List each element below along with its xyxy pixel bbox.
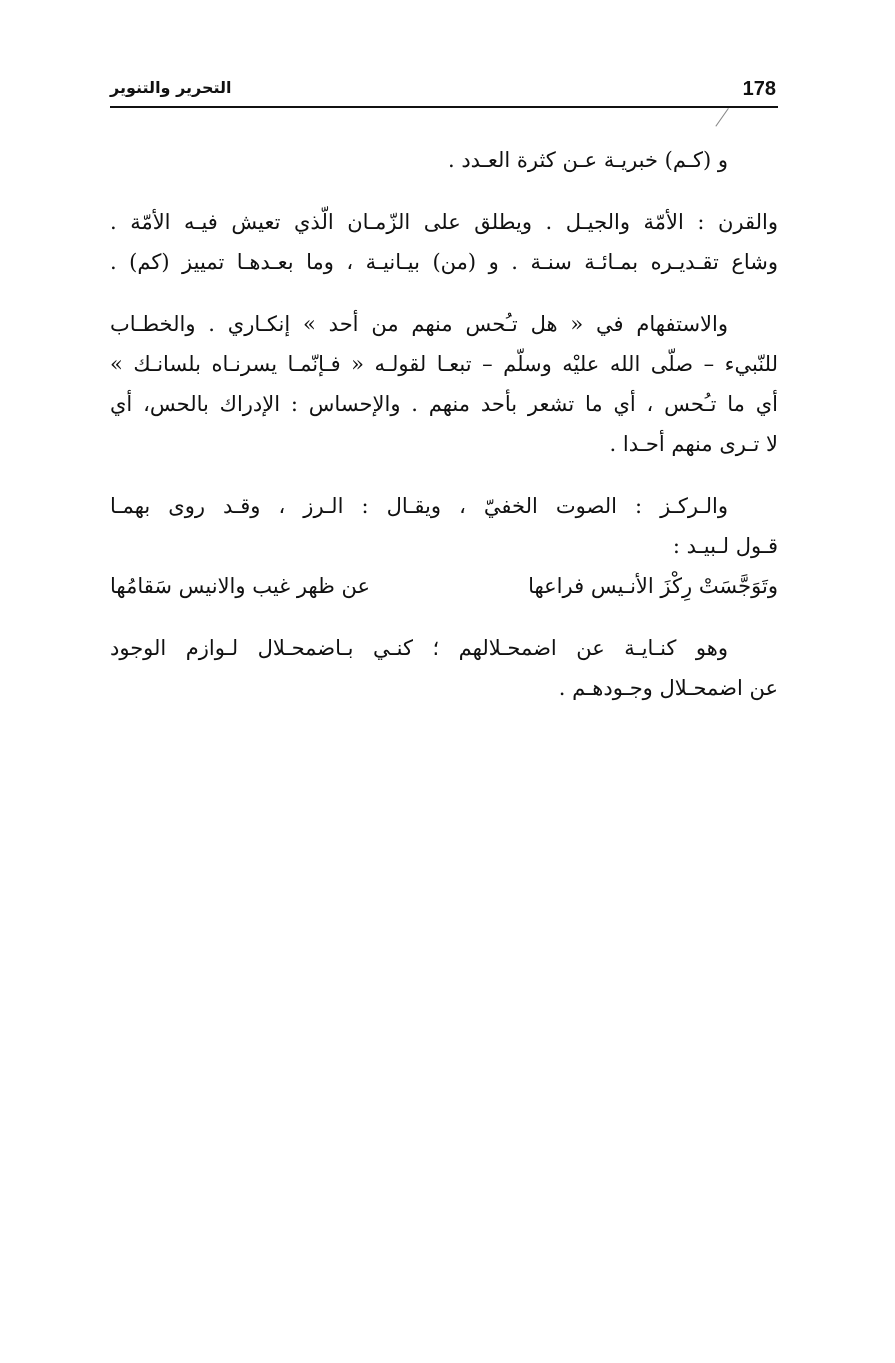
page-body [110, 140, 778, 730]
text-line: و (كـم) خبريـة عـن كثرة العـدد . [447, 148, 728, 172]
verse-first-hemistich: وتَوَجَّسَتْ رِكْزَ الأنـيس فراعها [528, 574, 778, 598]
text-line: والـركـز : الصوت الخفيّ ، ويقـال : الـرز ، وقـد روى بهمـا [110, 494, 728, 518]
text-line: والاستفهام في « هل تـُحس منهم من أحد » إنكـاري . والخطـاب [110, 312, 728, 336]
verse-second-hemistich: عن ظهر غيب والانيس سَقامُها [110, 574, 370, 598]
page-header [110, 76, 778, 108]
running-title: التحرير والتنوير [110, 78, 232, 97]
decorative-tick [715, 108, 728, 127]
paragraph-qarn [110, 202, 778, 282]
paragraph-istifham [110, 304, 778, 464]
paragraph-rikz [110, 486, 778, 606]
page-number: 178 [742, 78, 776, 100]
paragraph-kinaya [110, 628, 778, 708]
text-line: للنّبيء – صلّى الله عليْه وسلّم – تبعـا لقولـه « فـإنّمـا يسرنـاه بلسانـك » [110, 352, 778, 376]
text-line: لا تـرى منهم أحـدا . [609, 432, 778, 456]
text-line: والقرن : الأمّة والجيـل . ويطلق على الزّمـان الّذي تعيش فيـه الأمّة . [110, 210, 778, 234]
text-line: وهو كنـايـة عن اضمحـلالهم ؛ كنـي بـاضمحـلال لـوازم الوجود [110, 636, 728, 660]
paragraph-kam [110, 140, 778, 180]
text-line: عن اضمحـلال وجـودهـم . [558, 676, 778, 700]
text-line: قـول لـبيـد : [672, 534, 778, 558]
text-line: وشاع تقـديـره بمـائـة سنـة . و (من) بيـانيـة ، وما بعـدهـا تمييز (كم) . [110, 250, 778, 274]
text-line: أي ما تـُحس ، أي ما تشعر بأحد منهم . والإحساس : الإدراك بالحس، أي [110, 392, 778, 416]
poetry-verse [110, 566, 778, 606]
